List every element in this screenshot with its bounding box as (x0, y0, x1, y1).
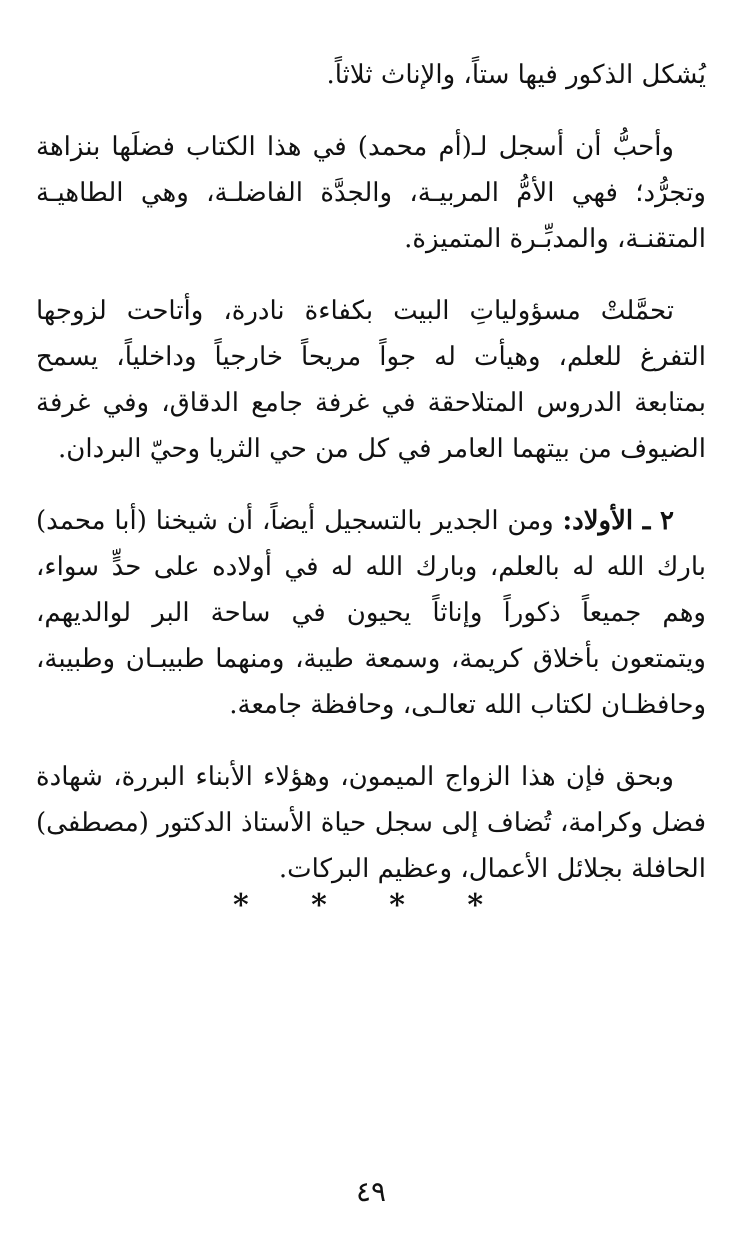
page-body (36, 52, 706, 892)
paragraph-2: وأحبُّ أن أسجل لـ(أم محمد) في هذا الكتاب فضلَها بنزاهة وتجرُّد؛ فهي الأمُّ المربيـة، والجدَّة الفاضلـة، وهي الطاهيـة المتقنـة، والمدبِّـرة المتميزة. (36, 132, 706, 254)
section-label-children: ٢ ـ الأولاد: (562, 506, 674, 536)
paragraph-4-body: ومن الجدير بالتسجيل أيضاً، أن شيخنا (أبا محمد) بارك الله له بالعلم، وبارك الله له في أولاده على حدٍّ سواء، وهم جميعاً ذكوراً وإناثاً يحيون في ساحة البر لوالديهم، ويتمتعون بأخلاق كريمة، وسمعة طيبة، ومنهما طبيبـان وطبيبة، وحافظـان لكتاب الله تعالـى، وحافظة جامعة. (36, 506, 706, 720)
paragraph-3: تحمَّلتْ مسؤولياتِ البيت بكفاءة نادرة، وأتاحت لزوجها التفرغ للعلم، وهيأت له جواً مريحاً خارجياً وداخلياً، يسمح بمتابعة الدروس المتلاحقة في غرفة جامع الدقاق، وفي غرفة الضيوف من بيتهما العامر في كل من حي الثريا وحيّ البردان. (36, 296, 706, 464)
paragraph-5: وبحق فإن هذا الزواج الميمون، وهؤلاء الأبناء البررة، شهادة فضل وكرامة، تُضاف إلى سجل حياة الأستاذ الدكتور (مصطفى) الحافلة بجلائل الأعمال، وعظيم البركات. (36, 762, 706, 884)
section-separator: * * * * (232, 888, 510, 923)
paragraph-4 (36, 498, 706, 728)
paragraph-1: يُشكل الذكور فيها ستاً، والإناث ثلاثاً. (326, 60, 706, 90)
page-number: ٤٩ (355, 1175, 387, 1208)
